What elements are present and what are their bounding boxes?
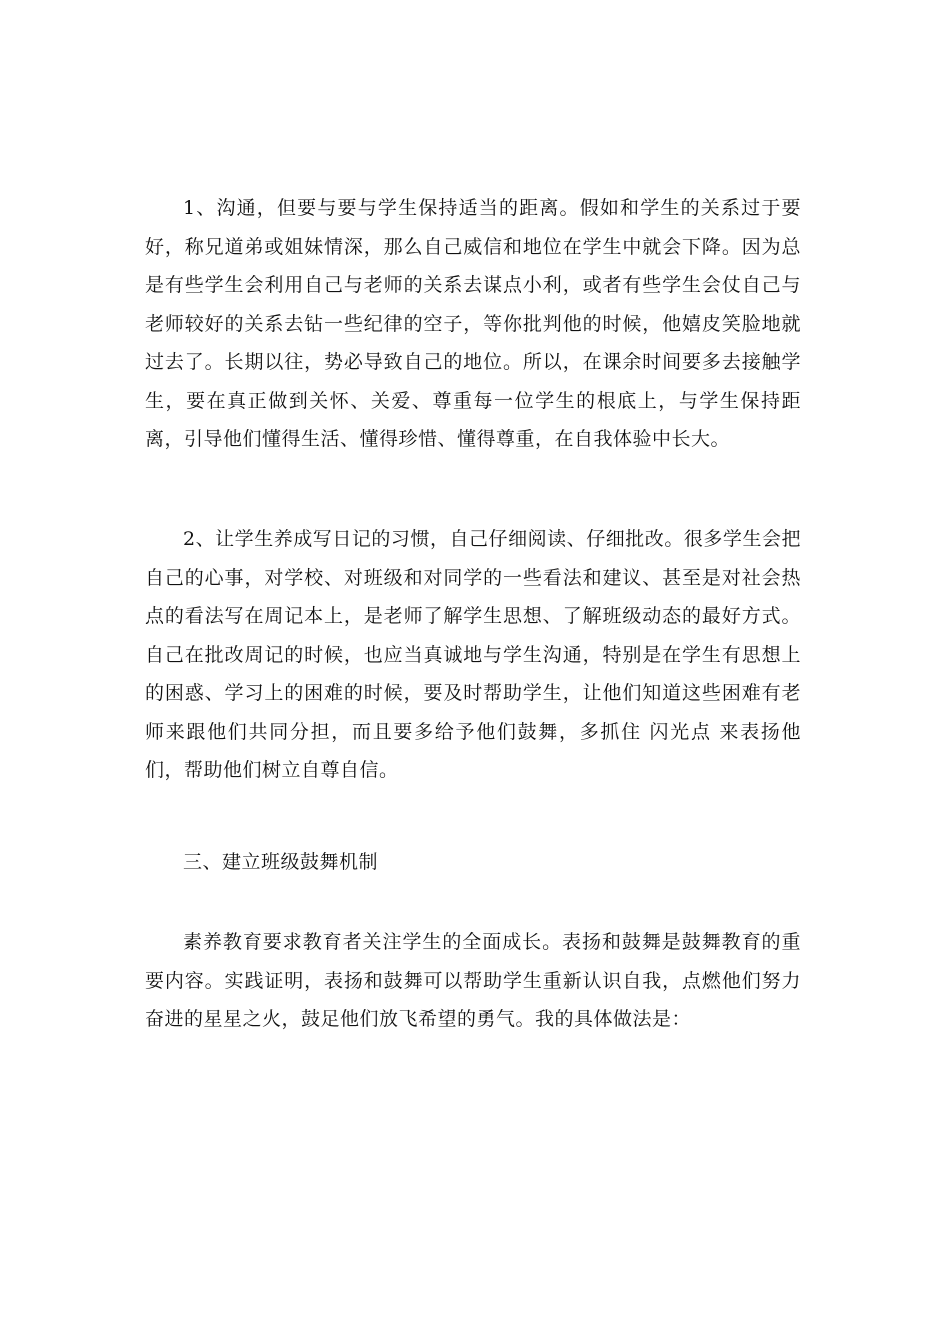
paragraph-diary-habit: 2、让学生养成写日记的习惯，自己仔细阅读、仔细批改。很多学生会把自己的心事，对学校、对班级和对同学的一些看法和建议、甚至是对社会热点的看法写在周记本上，是老师了解学生思想、了解班级动态的最好方式。自己在批改周记的时候，也应当真诚地与学生沟通，特别是在学生有思想上的困惑、学习上的困难的时候，要及时帮助学生，让他们知道这些困难有老师来跟他们共同分担，而且要多给予他们鼓舞，多抓住 闪光点 来表扬他们，帮助他们树立自尊自信。 (145, 528, 801, 781)
section-heading: 三、建立班级鼓舞机制 (183, 851, 379, 873)
paragraph-encouragement-intro: 素养教育要求教育者关注学生的全面成长。表扬和鼓舞是鼓舞教育的重要内容。实践证明，表扬和鼓舞可以帮助学生重新认识自我，点燃他们努力奋进的星星之火，鼓足他们放飞希望的勇气。我的具体做法是： (145, 931, 801, 1030)
paragraph-communication: 1、沟通，但要与要与学生保持适当的距离。假如和学生的关系过于要好，称兄道弟或姐妹情深，那么自己威信和地位在学生中就会下降。因为总是有些学生会利用自己与老师的关系去谋点小利，或者有些学生会仗自己与老师较好的关系去钻一些纪律的空子，等你批判他的时候，他嬉皮笑脸地就过去了。长期以往，势必导致自己的地位。所以，在课余时间要多去接触学生，要在真正做到关怀、关爱、尊重每一位学生的根底上，与学生保持距离，引导他们懂得生活、懂得珍惜、懂得尊重，在自我体验中长大。 (145, 197, 801, 450)
